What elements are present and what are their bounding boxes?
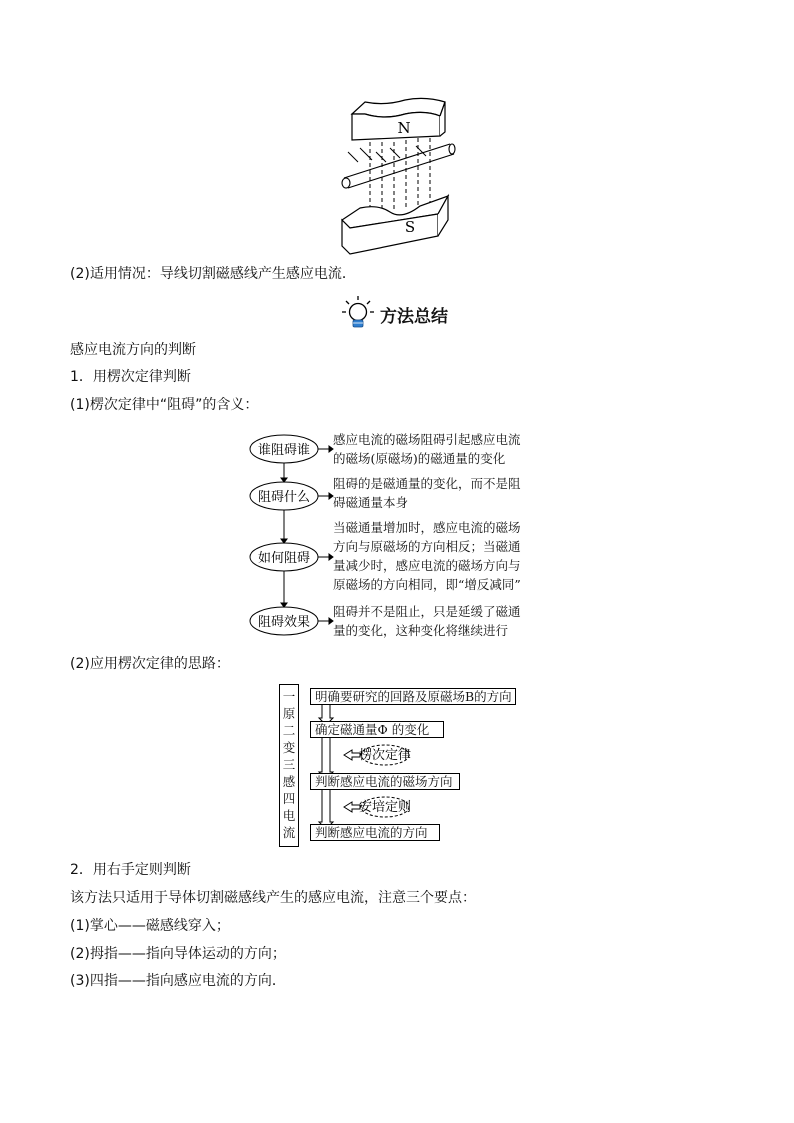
rule-label-2: 安培定则 <box>358 800 412 815</box>
flow-step-3: 判断感应电流的磁场方向 <box>310 773 460 790</box>
lightbulb-icon <box>340 294 376 330</box>
side-char: 二 <box>282 723 296 738</box>
desc-text: 当磁通量增加时，感应电流的磁场 <box>333 520 521 535</box>
side-char: 变 <box>282 740 296 755</box>
flow-side-label <box>280 688 298 841</box>
north-label: N <box>397 119 411 137</box>
side-char: 感 <box>282 774 296 789</box>
desc-text: 量的变化，这种变化将继续进行 <box>333 623 509 638</box>
flow-arrows <box>300 684 520 847</box>
side-char: 三 <box>282 757 296 772</box>
rule-label-1: 楞次定律 <box>358 748 412 763</box>
topic-line: 感应电流方向的判断 <box>70 342 196 358</box>
method1-sub2: (2)应用楞次定律的思路： <box>70 656 230 672</box>
applicable-paragraph: (2)适用情况：导线切割磁感线产生感应电流． <box>70 266 356 282</box>
method2-desc: 该方法只适用于导体切割磁感线产生的感应电流，注意三个要点： <box>70 890 476 906</box>
flow-step-4: 判断感应电流的方向 <box>310 824 440 841</box>
side-char: 电 <box>282 808 296 823</box>
flow-step-1: 明确要研究的回路及原磁场B的方向 <box>310 688 516 705</box>
node-label-4: 阻碍效果 <box>257 615 311 630</box>
south-pole-block <box>342 196 448 254</box>
side-char: 流 <box>282 825 296 840</box>
side-char: 一 <box>282 689 296 704</box>
node-label-2: 阻碍什么 <box>257 490 311 505</box>
point-item: (2)拇指——指向导体运动的方向； <box>70 946 286 962</box>
section-title: 方法总结 <box>380 307 448 327</box>
south-label: S <box>404 218 416 236</box>
desc-text: 的磁场(原磁场)的磁通量的变化 <box>333 451 506 466</box>
method2-title: 2．用右手定则判断 <box>70 862 191 878</box>
side-char: 原 <box>282 706 296 721</box>
desc-text: 阻碍并不是阻止，只是延缓了磁通 <box>333 604 521 619</box>
point-item: (1)掌心——磁感线穿入； <box>70 918 230 934</box>
desc-text: 阻碍的是磁通量的变化，而不是阻 <box>333 476 521 491</box>
method1-title: 1．用楞次定律判断 <box>70 369 191 385</box>
desc-text: 方向与原磁场的方向相反；当磁通 <box>333 539 521 554</box>
flow-step-2: 确定磁通量Φ 的变化 <box>310 721 444 738</box>
desc-text: 量减少时，感应电流的磁场方向与 <box>333 558 521 573</box>
field-lines <box>370 138 430 216</box>
method1-sub1: (1)楞次定律中“阻碍”的含义： <box>70 397 259 413</box>
desc-text: 原磁场的方向相同，即“增反减同” <box>333 577 521 592</box>
desc-text: 碍磁通量本身 <box>333 495 409 510</box>
point-item: (3)四指——指向感应电流的方向． <box>70 973 286 989</box>
desc-text: 感应电流的磁场阻碍引起感应电流 <box>333 432 521 447</box>
hindrance-diagram <box>240 425 340 645</box>
side-char: 四 <box>282 791 296 806</box>
magnet-field-figure <box>330 96 460 258</box>
motion-arrows <box>348 146 426 162</box>
node-label-3: 如何阻碍 <box>257 551 311 566</box>
conductor-rod <box>342 144 455 188</box>
node-label-1: 谁阻碍谁 <box>257 443 311 458</box>
